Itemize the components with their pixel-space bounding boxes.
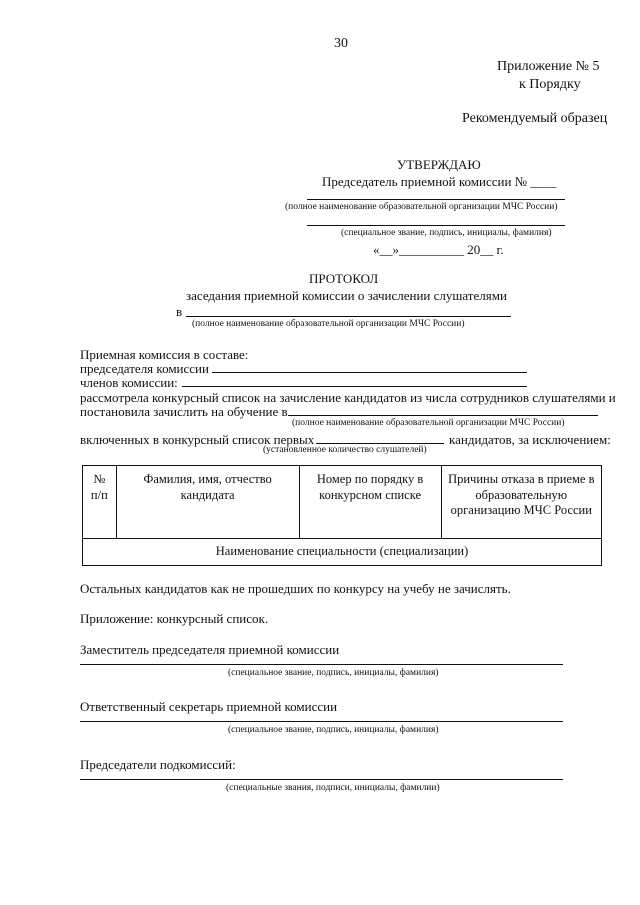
body-org-line <box>288 415 598 416</box>
body-members: членов комиссии: <box>80 375 178 390</box>
signature-secretary-caption: (специальное звание, подпись, инициалы, фамилия) <box>228 725 439 735</box>
body-included: включенных в конкурсный список первых <box>80 432 315 447</box>
closing-attachment: Приложение: конкурсный список. <box>80 611 269 626</box>
candidates-table <box>82 465 602 566</box>
signature-subcommittee-caption: (специальные звания, подписи, инициалы, фамилии) <box>226 783 440 793</box>
approval-sign-caption: (специальное звание, подпись, инициалы, фамилия) <box>341 228 552 238</box>
approval-chairman: Председатель приемной комиссии № ____ <box>322 174 557 189</box>
approval-date: «__»__________ 20__ г. <box>373 242 504 257</box>
body-count-line <box>316 443 444 444</box>
approval-org-caption: (полное наименование образовательной организации МЧС России) <box>285 202 558 212</box>
approval-org-line <box>307 199 565 200</box>
protocol-org-caption: (полное наименование образовательной организации МЧС России) <box>192 319 465 329</box>
body-chairman-line <box>212 372 527 373</box>
body-members-line <box>182 386 527 387</box>
closing-rest: Остальных кандидатов как не прошедших по конкурсу на учебу не зачислять. <box>80 581 511 596</box>
protocol-subtitle: заседания приемной комиссии о зачислении слушателями <box>186 288 507 303</box>
page-number: 30 <box>334 36 348 51</box>
body-org-caption: (полное наименование образовательной организации МЧС России) <box>292 418 565 428</box>
appendix-number: Приложение № 5 <box>497 59 600 74</box>
approval-sign-line <box>307 225 565 226</box>
signature-deputy-line <box>80 664 563 665</box>
body-reviewed: рассмотрела конкурсный список на зачисление кандидатов из числа сотрудников слушателями и <box>80 390 616 405</box>
body-except: кандидатов, за исключением: <box>449 432 611 447</box>
protocol-title: ПРОТОКОЛ <box>309 271 379 286</box>
header-rejection-reason: Причины отказа в приеме в образовательную организацию МЧС России <box>441 466 601 539</box>
header-list-position: Номер по порядку в конкурсном списке <box>299 466 441 539</box>
appendix-reference: к Порядку <box>519 77 581 92</box>
protocol-in-prefix: в <box>176 304 183 319</box>
signature-subcommittee-title: Председатели подкомиссий: <box>80 757 236 772</box>
table-specialty-row <box>83 539 602 566</box>
signature-secretary-line <box>80 721 563 722</box>
body-commission: Приемная комиссия в составе: <box>80 347 249 362</box>
signature-subcommittee-line <box>80 779 563 780</box>
body-count-caption: (установленное количество слушателей) <box>263 445 427 455</box>
signature-deputy-title: Заместитель председателя приемной комиссии <box>80 642 340 657</box>
table-header-row <box>83 466 602 539</box>
signature-secretary-title: Ответственный секретарь приемной комиссии <box>80 699 338 714</box>
protocol-org-line <box>186 316 511 317</box>
body-chairman: председателя комиссии <box>80 361 209 376</box>
signature-deputy-caption: (специальное звание, подпись, инициалы, фамилия) <box>228 668 439 678</box>
header-number: № п/п <box>83 466 117 539</box>
header-fullname: Фамилия, имя, отчество кандидата <box>116 466 299 539</box>
specialty-name: Наименование специальности (специализации) <box>83 539 602 566</box>
approval-title: УТВЕРЖДАЮ <box>397 157 481 172</box>
body-decided: постановила зачислить на обучение в <box>80 404 288 419</box>
sample-label: Рекомендуемый образец <box>462 111 608 126</box>
